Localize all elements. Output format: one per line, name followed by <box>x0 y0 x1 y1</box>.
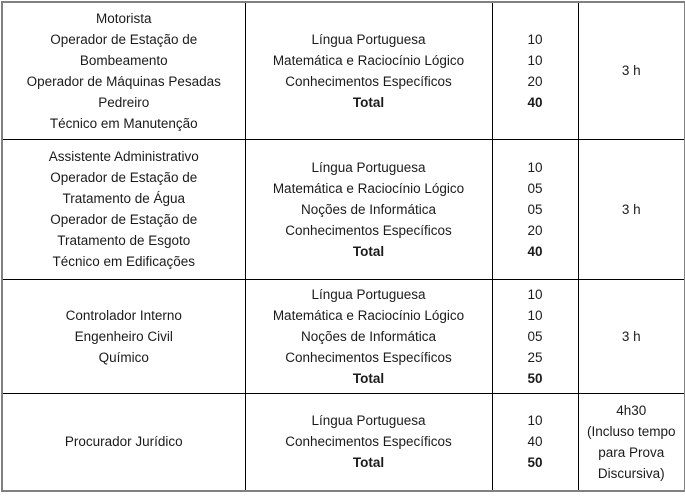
total-value: 50 <box>527 455 543 471</box>
question-count: 05 <box>527 328 543 344</box>
position-name: Operador de Estação de Tratamento de Água <box>50 170 198 206</box>
question-count: 10 <box>527 31 543 47</box>
question-count: 05 <box>527 180 543 196</box>
position-name: Técnico em Manutenção <box>49 115 198 131</box>
duration-value: 3 h <box>621 63 641 79</box>
duration-cell <box>578 139 685 279</box>
positions-cell <box>2 2 245 139</box>
duration-value: 3 h <box>621 328 641 344</box>
position-name: Procurador Jurídico <box>64 434 183 450</box>
position-name: Químico <box>98 349 149 365</box>
question-count: 10 <box>527 307 543 323</box>
position-name: Assistente Administrativo <box>48 149 199 164</box>
questions-cell <box>492 279 578 393</box>
total-label: Total <box>352 94 385 110</box>
total-value: 50 <box>527 370 543 386</box>
exam-structure-table <box>1 1 685 492</box>
question-count: 10 <box>527 52 543 68</box>
subject-name: Matemática e Raciocínio Lógico <box>272 307 465 323</box>
table-row <box>2 393 685 491</box>
subject-name: Língua Portuguesa <box>311 413 426 429</box>
subject-name: Língua Portuguesa <box>311 159 426 175</box>
subject-name: Noções de Informática <box>300 201 437 217</box>
table-row <box>2 139 685 279</box>
duration-cell <box>578 393 685 491</box>
question-count: 10 <box>527 286 543 302</box>
total-label: Total <box>352 455 385 471</box>
question-count: 20 <box>527 73 543 89</box>
duration-note: (Incluso tempo para Prova Discursiva) <box>586 423 676 481</box>
questions-cell <box>492 139 578 279</box>
positions-cell <box>2 393 245 491</box>
position-name: Controlador Interno <box>65 307 182 323</box>
subject-name: Língua Portuguesa <box>311 286 426 302</box>
subjects-cell <box>245 393 492 491</box>
subject-name: Conhecimentos Específicos <box>285 73 452 89</box>
subject-name: Língua Portuguesa <box>311 31 426 47</box>
question-count: 10 <box>527 413 543 429</box>
duration-cell <box>578 2 685 139</box>
duration-value: 3 h <box>621 201 641 217</box>
subjects-cell <box>245 279 492 393</box>
total-value: 40 <box>527 94 543 110</box>
questions-cell <box>492 2 578 139</box>
position-name: Técnico em Edificações <box>52 254 196 269</box>
subject-name: Conhecimentos Específicos <box>285 434 452 450</box>
question-count: 40 <box>527 434 543 450</box>
total-value: 40 <box>527 243 543 259</box>
table-row <box>2 279 685 393</box>
questions-cell <box>492 393 578 491</box>
total-label: Total <box>352 370 385 386</box>
subjects-cell <box>245 2 492 139</box>
subjects-cell <box>245 139 492 279</box>
question-count: 20 <box>527 222 543 238</box>
position-name: Engenheiro Civil <box>74 328 173 344</box>
total-label: Total <box>352 243 385 259</box>
subject-name: Matemática e Raciocínio Lógico <box>272 180 465 196</box>
subject-name: Noções de Informática <box>300 328 437 344</box>
position-name: Operador de Estação de Tratamento de Esgoto <box>50 212 198 248</box>
duration-value: 4h30 <box>616 402 647 418</box>
question-count: 10 <box>527 159 543 175</box>
positions-cell <box>2 279 245 393</box>
position-name: Pedreiro <box>98 94 150 110</box>
question-count: 25 <box>527 349 543 365</box>
position-name: Operador de Máquinas Pesadas <box>26 73 221 89</box>
subject-name: Conhecimentos Específicos <box>285 349 452 365</box>
position-name: Operador de Estação de Bombeamento <box>50 31 198 68</box>
duration-cell <box>578 279 685 393</box>
subject-name: Matemática e Raciocínio Lógico <box>272 52 465 68</box>
position-name: Motorista <box>95 10 152 26</box>
question-count: 05 <box>527 201 543 217</box>
positions-cell <box>2 139 245 279</box>
table-row <box>2 2 685 139</box>
subject-name: Conhecimentos Específicos <box>285 222 452 238</box>
